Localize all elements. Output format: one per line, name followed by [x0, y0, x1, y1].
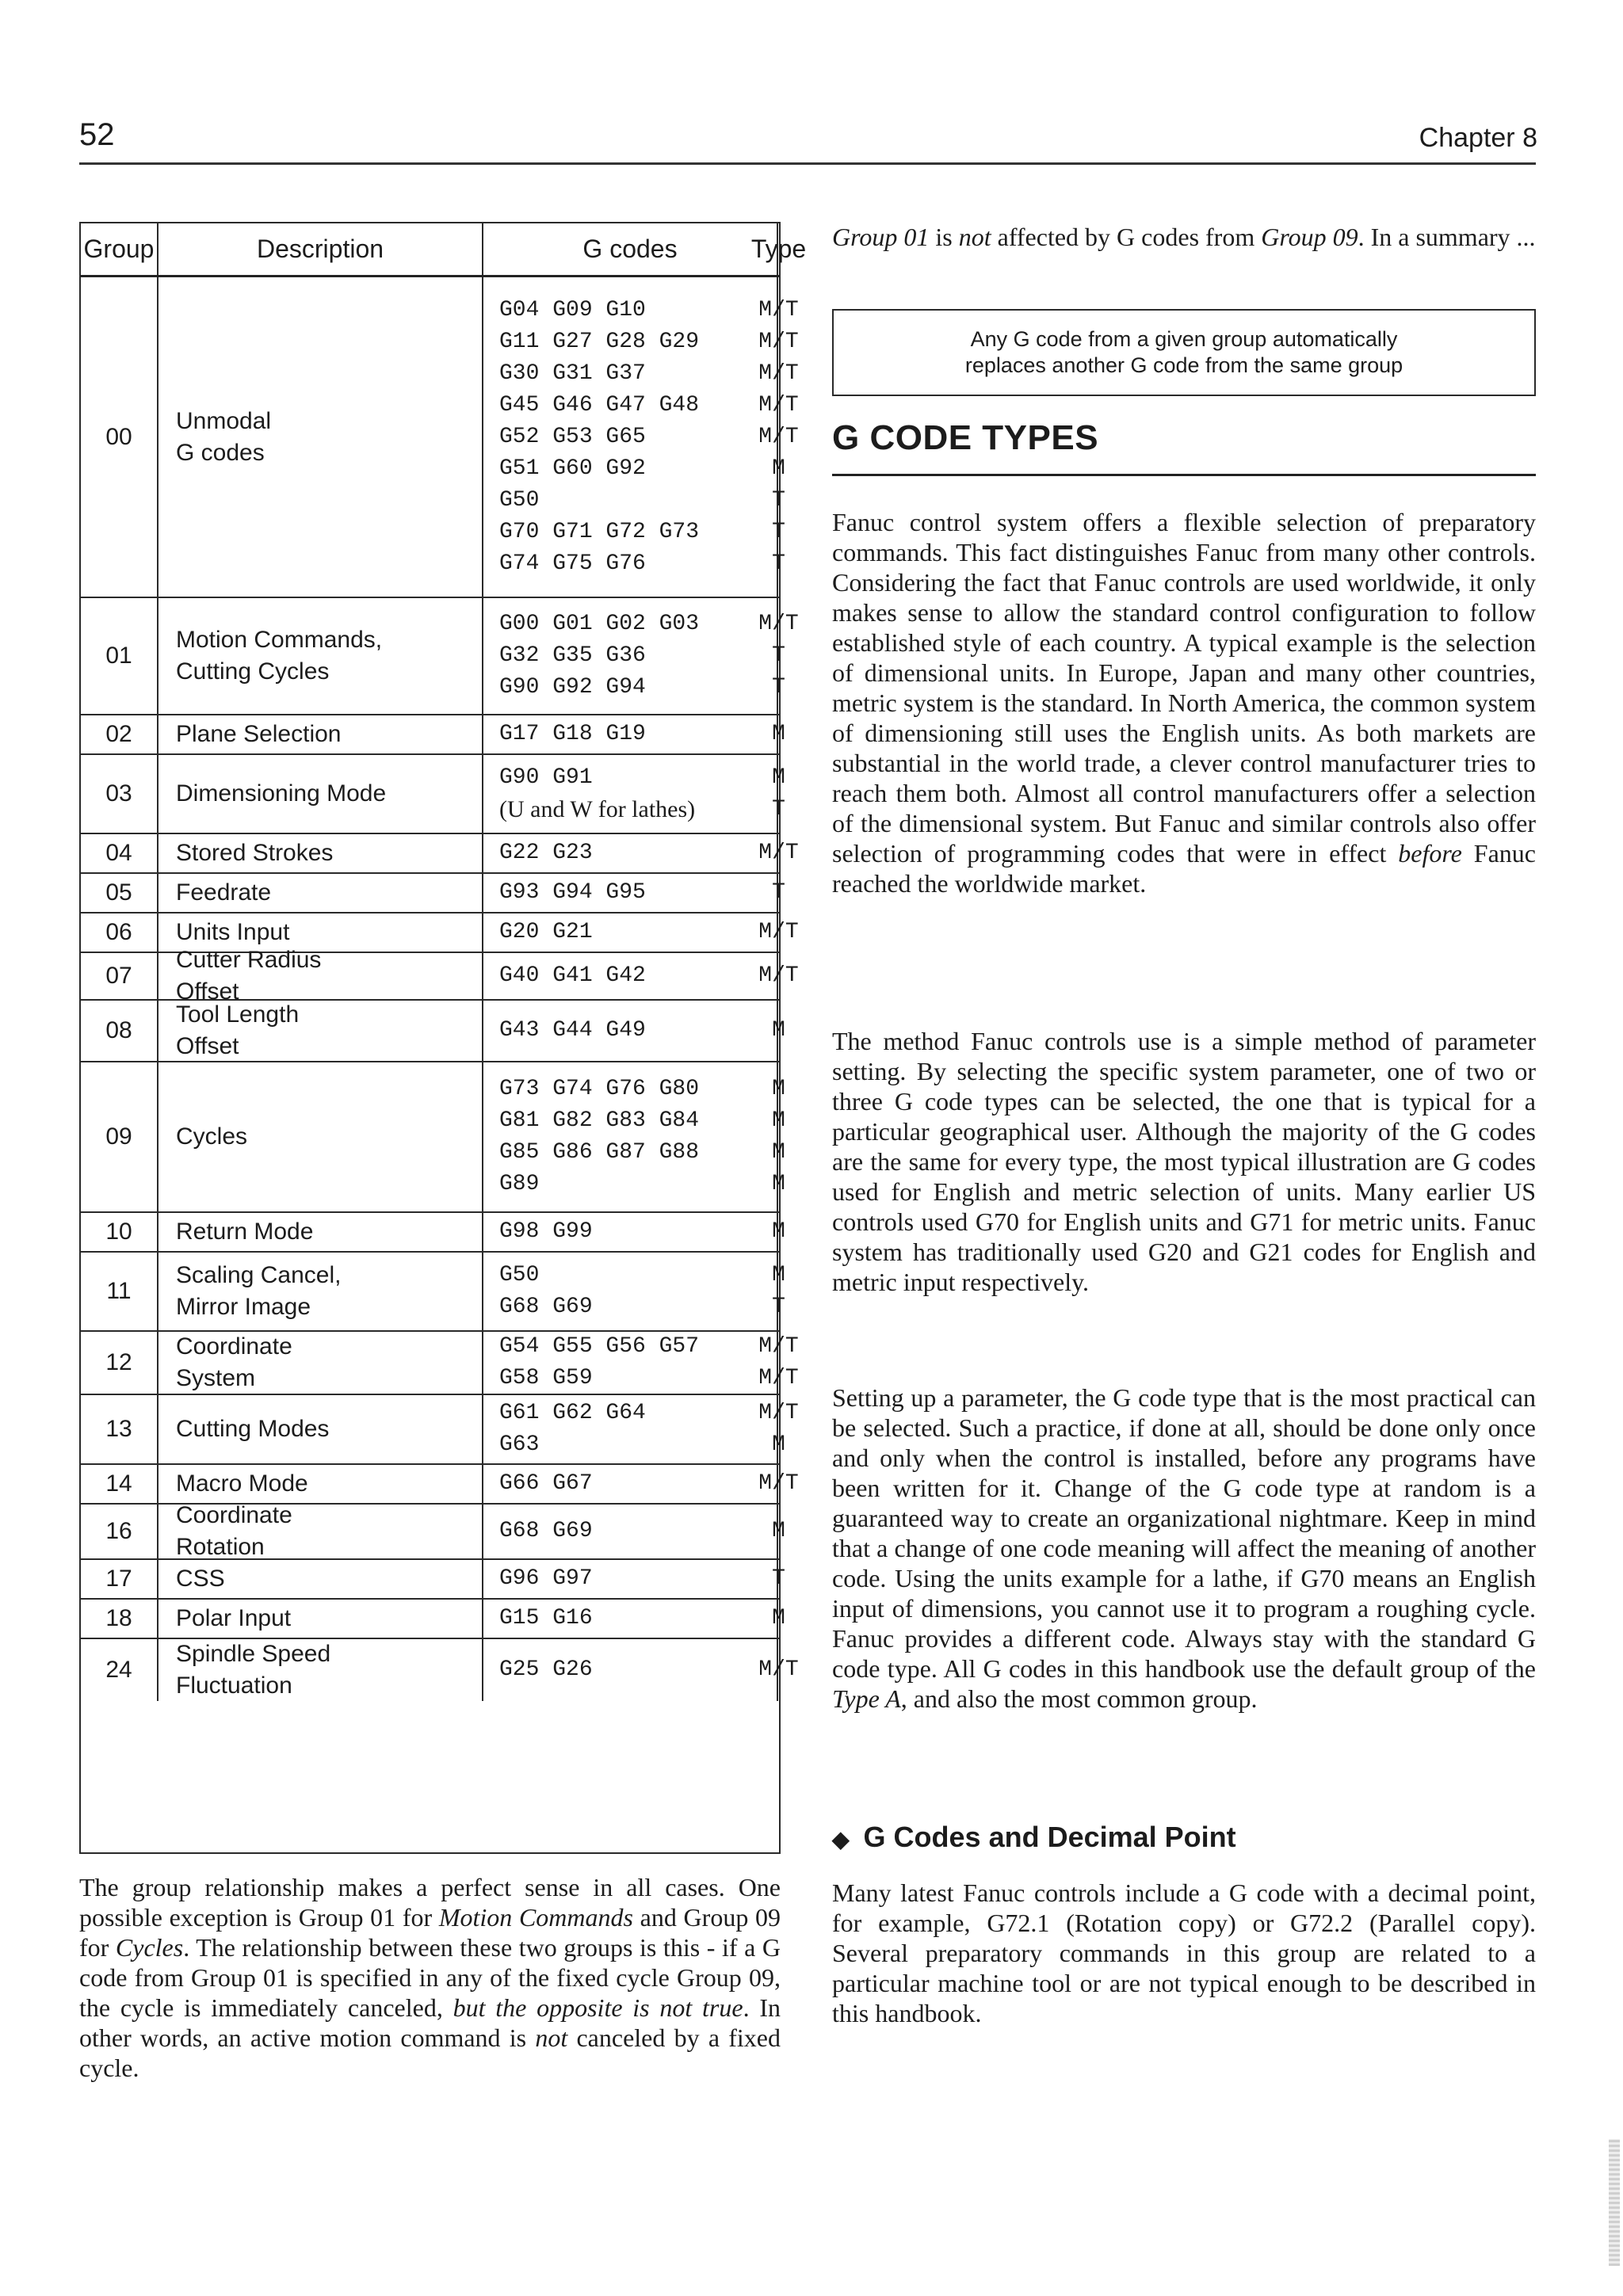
description-cell-line: Rotation	[176, 1534, 265, 1560]
description-cell	[158, 1332, 483, 1394]
g-codes-cell	[483, 874, 778, 912]
type-cell-line: M/T	[758, 1657, 799, 1682]
g-codes-cell	[483, 834, 778, 872]
table-row	[81, 1395, 799, 1465]
group-number-cell: 08	[81, 1001, 158, 1061]
type-cell-line: M/T	[758, 841, 799, 865]
description-cell-line: Dimensioning Mode	[176, 780, 387, 807]
g-codes-cell-line: G68 G69	[499, 1295, 593, 1319]
group-number-cell: 11	[81, 1253, 158, 1330]
group-number-cell: 02	[81, 715, 158, 753]
type-cell	[772, 1001, 785, 1061]
table-row	[81, 1213, 785, 1253]
g-codes-cell-line: G63	[499, 1432, 540, 1457]
table-row	[81, 1600, 785, 1639]
type-cell-line: M	[772, 722, 785, 746]
g-codes-cell-line: G11 G27 G28 G29	[499, 329, 700, 354]
type-cell-line: T	[772, 880, 785, 905]
type-cell-line: M/T	[758, 329, 799, 354]
g-codes-cell-line: G74 G75 G76	[499, 551, 646, 576]
page-number: 52	[79, 117, 115, 152]
description-cell-line: Macro Mode	[176, 1470, 308, 1497]
description-cell	[158, 715, 483, 753]
g-codes-cell	[483, 1395, 778, 1463]
description-cell-line: Coordinate	[176, 1502, 292, 1528]
description-cell-line: Mirror Image	[176, 1294, 311, 1320]
group-number-cell: 24	[81, 1639, 158, 1701]
group-number-cell: 03	[81, 755, 158, 833]
description-cell-line: Feedrate	[176, 879, 272, 906]
type-cell-line: M	[772, 1432, 785, 1457]
g-codes-cell-line: G40 G41 G42	[499, 963, 646, 988]
type-cell	[772, 715, 785, 753]
summary-box	[832, 309, 1536, 396]
g-codes-cell-line: G43 G44 G49	[499, 1018, 646, 1043]
g-codes-cell-line: G32 G35 G36	[499, 643, 646, 668]
table-row	[81, 1502, 785, 1560]
description-cell-line: Motion Commands,	[176, 627, 383, 653]
type-cell-line: M/T	[758, 360, 799, 386]
group-number-cell: 07	[81, 953, 158, 999]
description-cell-line: Stored Strokes	[176, 840, 334, 866]
table-row	[81, 1332, 799, 1395]
g-code-types-paragraph-1: Fanuc control system offers a flexible selection of preparatory commands. This fact distinguishes Fanuc from many other controls. Considering the fact that Fanuc controls are used worldwide, it only makes sense to allow the standard control configuration to follow established style of each country. A typical example is the selection of dimensional units. In Europe, Japan and many other countries, metric system is the standard. In North America, the common system of dimensioning still uses the English units. As both markets are substantial in the world trade, a clever control manufacturer tries to reach them both. Almost all control manufacturers offer a selection of the dimensional system. But Fanuc and similar controls also offer selection of programming codes that were in effect before Fanuc reached the worldwide market.	[832, 508, 1537, 898]
description-cell-line: G codes	[176, 439, 265, 466]
table-row	[81, 1062, 785, 1213]
description-cell-line: System	[176, 1365, 256, 1391]
g-codes-cell	[483, 277, 778, 597]
table-row	[81, 598, 799, 715]
type-cell	[772, 1213, 785, 1251]
g-code-group-table	[79, 222, 807, 1854]
description-cell-line: CSS	[176, 1566, 225, 1592]
description-cell	[158, 1502, 483, 1560]
type-cell	[772, 755, 785, 833]
g-codes-cell	[483, 913, 778, 952]
type-cell-line: M	[772, 765, 785, 790]
g-codes-cell-line: G89	[499, 1172, 540, 1196]
group-number-cell: 00	[81, 277, 158, 597]
description-cell	[158, 1465, 483, 1503]
type-cell-line: M	[772, 1263, 785, 1287]
g-codes-cell-line: G52 G53 G65	[499, 424, 646, 449]
type-cell-line: M	[772, 1140, 785, 1165]
group-number-cell: 17	[81, 1560, 158, 1598]
type-cell-line: M/T	[758, 612, 799, 636]
type-cell-line: T	[772, 675, 785, 700]
group-number-cell: 01	[81, 598, 158, 714]
type-cell-line: M	[772, 1077, 785, 1101]
type-cell-line: M/T	[758, 297, 799, 322]
chapter-label: Chapter 8	[1419, 123, 1537, 153]
g-codes-cell-line: G00 G01 G02 G03	[499, 612, 700, 636]
g-code-types-paragraph-3: Setting up a parameter, the G code type that is the most practical can be selected. Such a practice, if done at all, should be done only once and only when the control is installed, before any programs have been written for it. Change of the G code type at random is a guaranteed way to create an organizational nightmare. Keep in mind that a change of one code meaning will affect the meaning of another code. Using the units example for a lathe, if G70 means an English input of dimensions, you cannot use it to program a roughing cycle. Fanuc provides a different code. Always stay with the standard G code type. All G codes in this handbook use the default group of the Type A, and also the most common group.	[832, 1383, 1536, 1713]
type-cell-line: T	[772, 1566, 785, 1591]
type-cell	[772, 1600, 785, 1638]
type-cell	[758, 598, 799, 714]
group-number-cell: 18	[81, 1600, 158, 1638]
type-cell	[758, 1639, 799, 1701]
description-cell-line: Units Input	[176, 919, 290, 945]
g-codes-cell-line: G54 G55 G56 G57	[499, 1334, 700, 1359]
description-cell-line: Offset	[176, 978, 239, 1005]
description-cell-line: Coordinate	[176, 1333, 292, 1360]
type-cell-line: T	[772, 643, 785, 668]
table-row	[81, 1560, 785, 1600]
type-cell	[758, 1395, 799, 1463]
summary-line-2: replaces another G code from the same group	[964, 353, 1403, 377]
description-cell	[158, 1062, 483, 1211]
description-cell-line: Fluctuation	[176, 1672, 292, 1699]
type-cell	[758, 1332, 799, 1394]
description-cell	[158, 1253, 483, 1330]
type-cell-line: T	[772, 551, 785, 576]
type-cell	[772, 874, 785, 912]
description-cell	[158, 277, 483, 597]
type-cell	[758, 1465, 799, 1503]
type-cell-line: T	[772, 1295, 785, 1319]
description-cell	[158, 1639, 483, 1701]
g-codes-cell-line: G50	[499, 487, 540, 513]
type-cell-line: T	[772, 519, 785, 544]
description-cell-line: Tool Length	[176, 1001, 300, 1028]
g-codes-cell-line: G93 G94 G95	[499, 880, 646, 905]
g-codes-cell-line: G61 G62 G64	[499, 1401, 646, 1425]
table-row	[81, 874, 785, 913]
description-cell-line: Unmodal	[176, 407, 272, 434]
group-number-cell: 13	[81, 1395, 158, 1463]
type-cell-line: M/T	[758, 920, 799, 944]
description-cell-line: Cutter Radius	[176, 947, 322, 973]
type-cell-line: M/T	[758, 392, 799, 418]
type-cell-line: T	[772, 797, 785, 822]
g-codes-cell-line: G17 G18 G19	[499, 722, 646, 746]
g-codes-cell-line: G51 G60 G92	[499, 456, 646, 481]
description-cell-line: Cutting Cycles	[176, 658, 330, 685]
g-code-types-paragraph-2: The method Fanuc controls use is a simple method of parameter setting. By selecting the specific system parameter, one of two or three G code types can be selected, the one that is typical for a particular geographical user. Although the majority of the G codes are the same for every type, the most typical illustration are G codes used for English and metric selection of units. Many earlier US controls used G70 for English units and G71 for metric units. Fanuc system has traditionally used G20 and G21 codes for English and metric input respectively.	[832, 1027, 1536, 1296]
g-codes-cell	[483, 1505, 778, 1558]
group-number-cell: 12	[81, 1332, 158, 1394]
type-cell-line: M	[772, 1606, 785, 1630]
g-codes-cell-line: G90 G92 G94	[499, 675, 646, 700]
g-codes-cell	[483, 715, 778, 753]
description-cell-line: Spindle Speed	[176, 1641, 331, 1667]
description-cell	[158, 1395, 483, 1463]
group-number-cell: 16	[81, 1505, 158, 1558]
description-cell-line: Polar Input	[176, 1605, 292, 1631]
g-codes-cell-line: G30 G31 G37	[499, 360, 646, 386]
type-cell	[772, 1560, 785, 1598]
type-cell-line: M/T	[758, 963, 799, 988]
description-cell-line: Cutting Modes	[176, 1416, 330, 1442]
g-codes-cell-line: G85 G86 G87 G88	[499, 1140, 700, 1165]
table-row	[81, 834, 799, 874]
g-codes-cell-line: G96 G97	[499, 1566, 593, 1591]
type-cell	[772, 1253, 785, 1330]
summary-intro-paragraph: Group 01 is not affected by G codes from Group 09. In a summary ...	[832, 223, 1536, 251]
group-number-cell: 05	[81, 874, 158, 912]
group-number-cell: 06	[81, 913, 158, 952]
description-cell-line: Return Mode	[176, 1219, 314, 1245]
table-row	[81, 277, 799, 598]
type-cell-line: M/T	[758, 424, 799, 449]
description-cell	[158, 947, 483, 1005]
g-codes-cell-line: G73 G74 G76 G80	[499, 1077, 700, 1101]
table-row	[81, 1253, 785, 1332]
group-relationship-paragraph: The group relationship makes a perfect sense in all cases. One possible exception is Group 01 for Motion Commands and Group 09 for Cycles. The relationship between these two groups is this - if a G code from Group 01 is specified in any of the fixed cycle Group 09, the cycle is immediately canceled, but the opposite is not true. In other words, an active motion command is not canceled by a fixed cycle.	[79, 1873, 781, 2082]
g-codes-cell	[483, 1062, 778, 1211]
type-cell	[758, 277, 799, 597]
column-header-g-codes: G codes	[483, 223, 778, 275]
g-codes-cell-line: G22 G23	[499, 841, 593, 865]
type-cell-line: T	[772, 487, 785, 513]
description-cell	[158, 1213, 483, 1251]
type-cell-line: M/T	[758, 1471, 799, 1496]
type-cell-line: M	[772, 1108, 785, 1133]
type-cell	[758, 834, 799, 872]
scan-edge-artifact	[1609, 2139, 1620, 2266]
decimal-point-paragraph: Many latest Fanuc controls include a G code with a decimal point, for example, G72.1 (Rotation copy) or G72.2 (Parallel copy). Several preparatory commands in this group are related to a particular machine tool or are not typical enough to be described in this handbook.	[832, 1878, 1536, 2027]
description-cell-line: Scaling Cancel,	[176, 1262, 342, 1288]
description-cell	[158, 834, 483, 872]
g-codes-cell	[483, 1332, 778, 1394]
g-codes-cell	[483, 755, 778, 833]
g-codes-cell	[483, 1253, 778, 1330]
description-cell-line: Offset	[176, 1033, 239, 1059]
header-rule	[79, 162, 1536, 165]
type-cell	[772, 1062, 785, 1211]
g-codes-cell-line: G15 G16	[499, 1606, 593, 1630]
g-codes-cell	[483, 1465, 778, 1503]
type-cell-line: M/T	[758, 1401, 799, 1425]
decimal-point-subheading: ◆ G Codes and Decimal Point	[832, 1821, 1236, 1853]
type-cell-line: M	[772, 1219, 785, 1244]
table-row	[81, 715, 785, 755]
summary-line-1: Any G code from a given group automatically	[970, 327, 1398, 351]
g-codes-cell-line: G50	[499, 1263, 540, 1287]
section-rule	[832, 474, 1536, 476]
g-codes-cell-line: G45 G46 G47 G48	[499, 392, 700, 418]
type-cell-line: M	[772, 1172, 785, 1196]
g-codes-cell-line: G81 G82 G83 G84	[499, 1108, 700, 1133]
section-heading: G CODE TYPES	[832, 418, 1099, 457]
description-cell-line: Cycles	[176, 1123, 248, 1150]
g-codes-cell-line: G25 G26	[499, 1657, 593, 1682]
group-number-cell: 10	[81, 1213, 158, 1251]
g-codes-cell	[483, 1639, 778, 1701]
g-codes-cell-line: G90 G91	[499, 765, 593, 790]
type-cell-line: M	[772, 1018, 785, 1043]
description-cell	[158, 598, 483, 714]
type-cell-line: M	[772, 1519, 785, 1543]
description-cell-line: Plane Selection	[176, 721, 342, 747]
description-cell	[158, 874, 483, 912]
g-codes-cell-line: (U and W for lathes)	[499, 796, 696, 822]
diamond-bullet-icon: ◆	[832, 1826, 850, 1852]
description-cell	[158, 755, 483, 833]
g-codes-cell	[483, 1213, 778, 1251]
column-header-description: Description	[158, 223, 483, 275]
description-cell	[158, 1560, 483, 1598]
g-codes-cell-line: G70 G71 G72 G73	[499, 519, 700, 544]
table-row	[81, 1001, 785, 1062]
g-codes-cell	[483, 1600, 778, 1638]
g-codes-cell	[483, 1560, 778, 1598]
type-cell	[772, 1505, 785, 1558]
table-row	[81, 1639, 799, 1701]
description-cell	[158, 1001, 483, 1061]
group-number-cell: 09	[81, 1062, 158, 1211]
type-cell	[758, 913, 799, 952]
g-codes-cell	[483, 953, 778, 999]
type-cell-line: M	[772, 456, 785, 481]
column-header-group: Group	[81, 223, 158, 275]
type-cell-line: M/T	[758, 1334, 799, 1359]
g-codes-cell-line: G66 G67	[499, 1471, 593, 1496]
g-codes-cell-line: G04 G09 G10	[499, 297, 646, 322]
description-cell	[158, 1600, 483, 1638]
g-codes-cell-line: G98 G99	[499, 1219, 593, 1244]
table-row	[81, 755, 785, 834]
table-row	[81, 1465, 799, 1505]
g-codes-cell-line: G20 G21	[499, 920, 593, 944]
group-number-cell: 04	[81, 834, 158, 872]
g-codes-cell	[483, 1001, 778, 1061]
type-cell	[758, 953, 799, 999]
type-cell-line: M/T	[758, 1366, 799, 1390]
table-row	[81, 947, 799, 1005]
g-codes-cell	[483, 598, 778, 714]
table-header-row	[81, 223, 807, 277]
g-codes-cell-line: G68 G69	[499, 1519, 593, 1543]
g-codes-cell-line: G58 G59	[499, 1366, 593, 1390]
column-header-type: Type	[750, 235, 807, 263]
group-number-cell: 14	[81, 1465, 158, 1503]
